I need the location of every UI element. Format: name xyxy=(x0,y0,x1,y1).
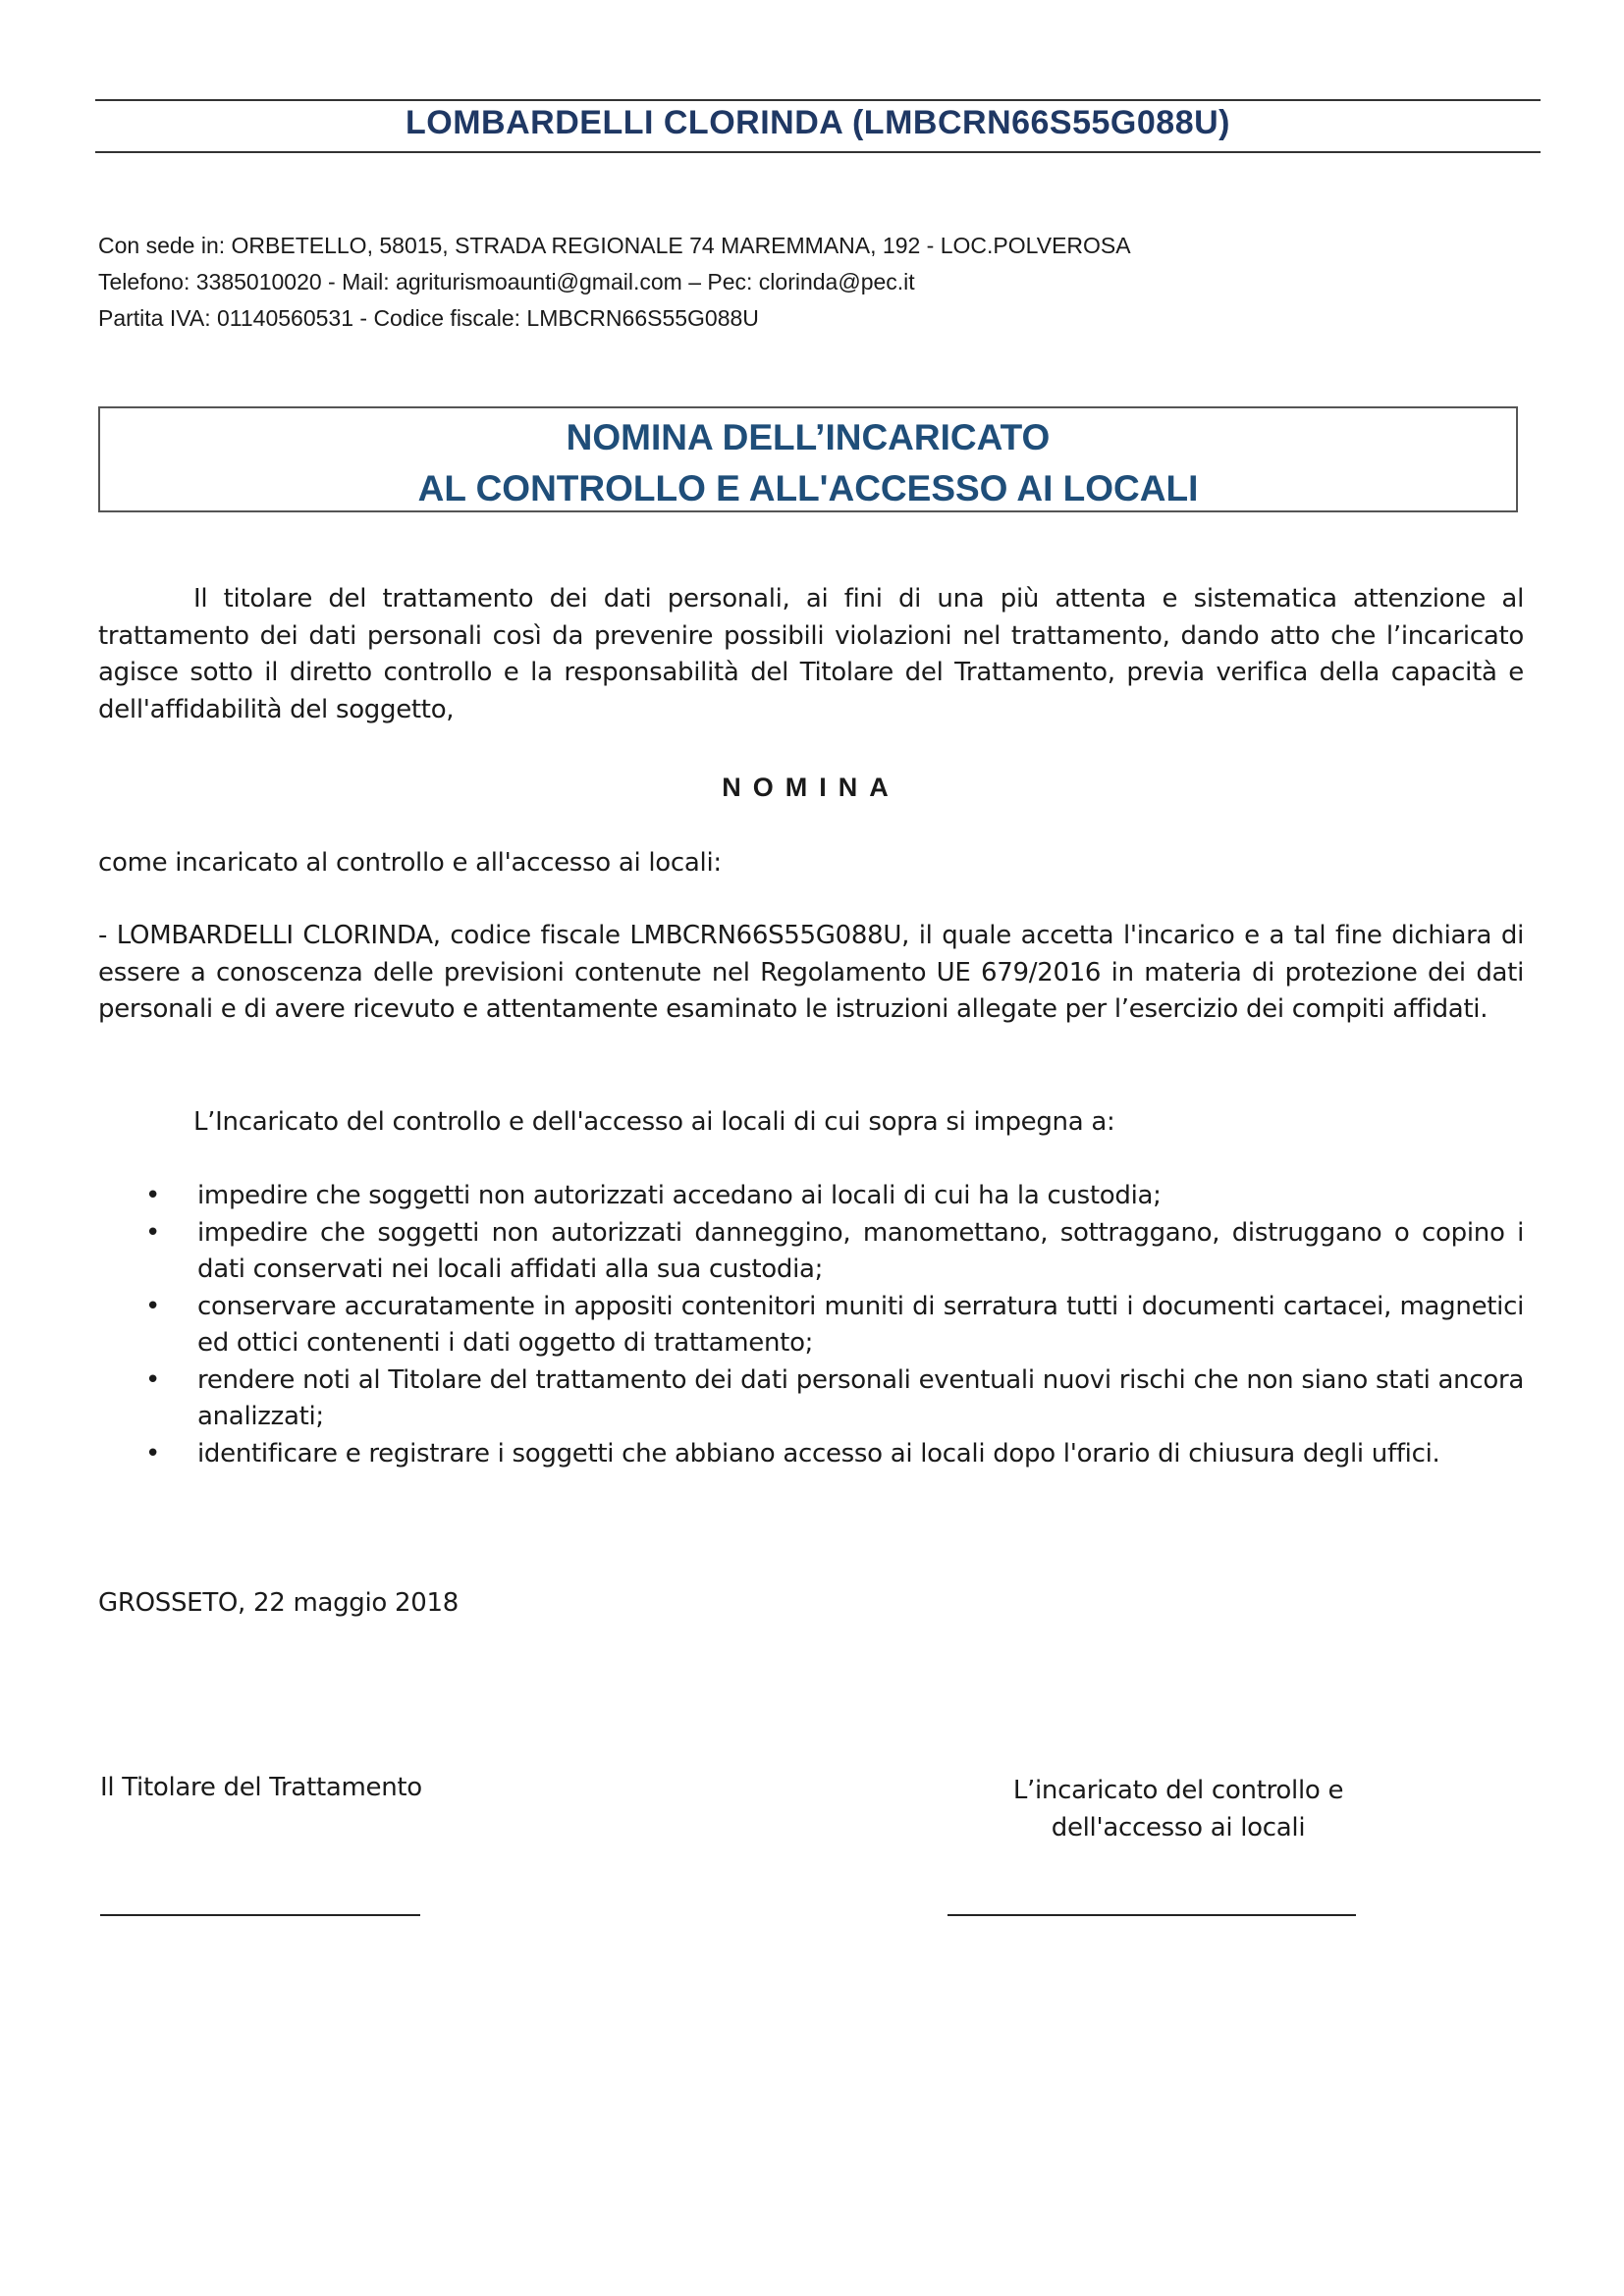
bullet-icon: • xyxy=(145,1181,161,1210)
list-item xyxy=(98,1289,1524,1362)
company-info xyxy=(98,228,1131,337)
duty-text: rendere noti al Titolare del trattamento dei dati personali eventuali nuovi rischi che non siano stati ancora analizzati; xyxy=(197,1364,1524,1431)
company-tax-ids: Partita IVA: 01140560531 - Codice fiscale: LMBCRN66S55G088U xyxy=(98,305,759,331)
duty-text: identificare e registrare i soggetti che abbiano accesso ai locali dopo l'orario di chiusura degli uffici. xyxy=(197,1438,1440,1468)
signatory-right-line1: L’incaricato del controllo e xyxy=(1012,1776,1344,1805)
place-date: GROSSETO, 22 maggio 2018 xyxy=(98,1588,459,1618)
list-item xyxy=(98,1178,1524,1215)
signatory-left-label: Il Titolare del Trattamento xyxy=(100,1773,422,1802)
bullet-icon: • xyxy=(145,1291,161,1321)
bullet-icon: • xyxy=(145,1217,161,1248)
company-address: Con sede in: ORBETELLO, 58015, STRADA REGIONALE 74 MAREMMANA, 192 - LOC.POLVEROSA xyxy=(98,233,1131,258)
document-title-line1: NOMINA DELL’INCARICATO xyxy=(566,417,1051,457)
duty-text: impedire che soggetti non autorizzati danneggino, manomettano, sottraggano, distruggano o copino i dati conservati nei locali affidati alla sua custodia; xyxy=(197,1217,1524,1284)
duties-list xyxy=(98,1178,1524,1472)
commitment-intro: L’Incaricato del controllo e dell'accesso ai locali di cui sopra si impegna a: xyxy=(193,1107,1115,1137)
appointee-paragraph: - LOMBARDELLI CLORINDA, codice fiscale LMBCRN66S55G088U, il quale accetta l'incarico e a tal fine dichiara di essere a conoscenza delle previsioni contenute nel Regolamento UE 679/2016 in materia di protezione dei dati personali e di avere ricevuto e attentamente esaminato le istruzioni allegate per l’esercizio dei compiti affidati. xyxy=(98,921,1524,1024)
signature-line-right xyxy=(947,1914,1356,1916)
duty-text: conservare accuratamente in appositi contenitori muniti di serratura tutti i documenti cartacei, magnetici ed ottici contenenti i dati oggetto di trattamento; xyxy=(197,1291,1524,1358)
signatory-right-label xyxy=(923,1773,1434,1846)
company-contacts: Telefono: 3385010020 - Mail: agriturismoaunti@gmail.com – Pec: clorinda@pec.it xyxy=(98,269,915,294)
nomina-heading: NOMINA xyxy=(722,773,900,802)
document-title-line2: AL CONTROLLO E ALL'ACCESSO AI LOCALI xyxy=(417,468,1199,508)
signature-line-left xyxy=(100,1914,420,1916)
list-item xyxy=(98,1362,1524,1436)
role-statement: come incaricato al controllo e all'accesso ai locali: xyxy=(98,848,722,878)
intro-paragraph: Il titolare del trattamento dei dati personali, ai fini di una più attenta e sistematica attenzione al trattamento dei dati personali così da prevenire possibili violazioni nel trattamento, dando atto che l’incaricato agisce sotto il diretto controllo e la responsabilità del Titolare del Trattamento, previa verifica della capacità e dell'affidabilità del soggetto, xyxy=(98,584,1524,724)
bullet-icon: • xyxy=(145,1438,161,1468)
signatory-right-line2: dell'accesso ai locali xyxy=(1051,1812,1306,1842)
duty-text: impedire che soggetti non autorizzati accedano ai locali di cui ha la custodia; xyxy=(197,1181,1162,1210)
header-top-rule xyxy=(95,99,1541,101)
list-item xyxy=(98,1436,1524,1473)
company-name: LOMBARDELLI CLORINDA (LMBCRN66S55G088U) xyxy=(406,104,1230,141)
document-title-box xyxy=(98,406,1518,512)
bullet-icon: • xyxy=(145,1364,161,1395)
header-bottom-rule xyxy=(95,151,1541,153)
list-item xyxy=(98,1215,1524,1289)
